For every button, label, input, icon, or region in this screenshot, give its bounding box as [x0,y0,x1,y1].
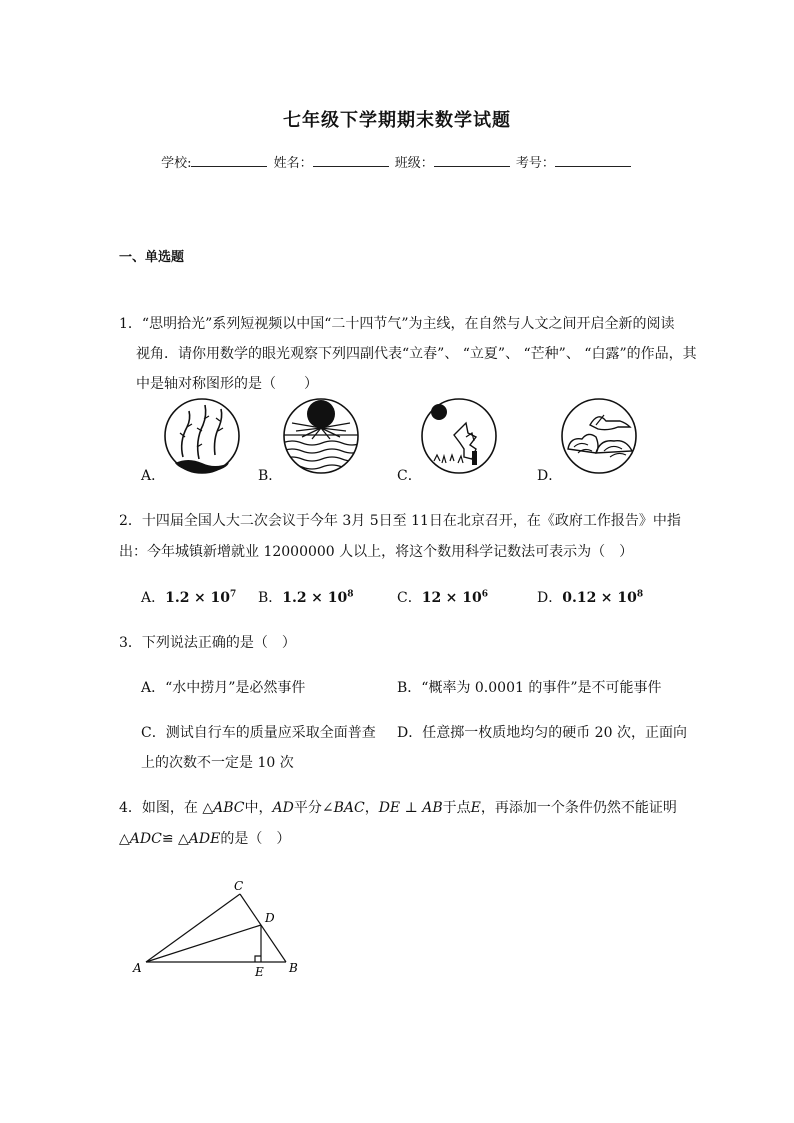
q1-option-b-image[interactable] [282,397,360,475]
school-label: 学校: [161,156,192,171]
name-label: 姓名： [273,156,313,171]
q4-line-1: 4．如图，在 △ABC中，AD平分∠BAC，DE ⊥ AB于点E，再添加一个条件仍然不能证明 [119,800,677,816]
school-blank[interactable] [191,154,267,167]
q1-option-d-image[interactable] [560,397,638,475]
q2-option-c[interactable]: C．$12 \times 10^6$ [397,589,489,606]
q3-option-d-line-1[interactable]: D．任意掷一枚质地均匀的硬币 20 次，正面向 [397,725,687,741]
q3-stem: 3．下列说法正确的是（ ） [119,635,296,651]
q1-option-c-label[interactable]: C． [397,468,422,484]
q3-option-b[interactable]: B．“概率为 0.0001 的事件”是不可能事件 [397,680,662,696]
name-blank[interactable] [313,154,389,167]
q3-option-a[interactable]: A．“水中捞月”是必然事件 [141,680,306,696]
q2-option-d[interactable]: D．$0.12 \times 10^8$ [537,589,644,606]
q2-line-1: 2．十四届全国人大二次会议于今年 3月 5日至 11日在北京召开，在《政府工作报告》中指 [119,513,681,529]
segment-cb [240,894,286,962]
number-blank[interactable] [555,154,631,167]
q1-option-d-label[interactable]: D． [537,468,563,484]
number-label: 考号： [515,156,555,171]
right-angle-mark [255,956,261,962]
point-e-label: E [255,965,264,979]
segment-ac [146,894,240,962]
point-a-label: A [133,961,142,975]
q2-line-2: 出：今年城镇新增就业 12000000 人以上，将这个数用科学记数法可表示为（ ） [119,544,634,560]
class-label: 班级： [394,156,434,171]
q1-line-1: 1．“思明拾光”系列短视频以中国“二十四节气”为主线，在自然与人文之间开启全新的阅读 [119,316,675,332]
q1-option-a-label[interactable]: A． [141,468,166,484]
q4-triangle-figure [128,874,308,980]
q2-option-b[interactable]: B．$1.2 \times 10^8$ [258,589,354,606]
point-b-label: B [289,961,298,975]
class-blank[interactable] [434,154,510,167]
section-heading-single-choice: 一、单选题 [119,250,185,265]
point-d-label: D [265,911,275,925]
q1-line-3: 中是轴对称图形的是（ ） [136,376,318,392]
point-c-label: C [234,879,244,893]
q1-line-2: 视角．请你用数学的眼光观察下列四副代表“立春”、 “立夏”、 “芒种”、 “白露”的作品，其 [136,346,697,362]
q4-line-2: △ADC≌ △ADE的是（ ） [119,831,291,847]
page-title: 七年级下学期期末数学试题 [283,110,511,131]
segment-ad [146,925,261,962]
q1-option-a-image[interactable] [163,397,241,475]
student-info-line [0,152,794,171]
q1-option-b-label[interactable]: B． [258,468,283,484]
q3-option-d-line-2[interactable]: 上的次数不一定是 10 次 [141,755,294,771]
q2-option-a[interactable]: A．$1.2 \times 10^7$ [141,589,237,606]
q1-option-c-image[interactable] [420,397,498,475]
q3-option-c[interactable]: C．测试自行车的质量应采取全面普查 [141,725,376,741]
